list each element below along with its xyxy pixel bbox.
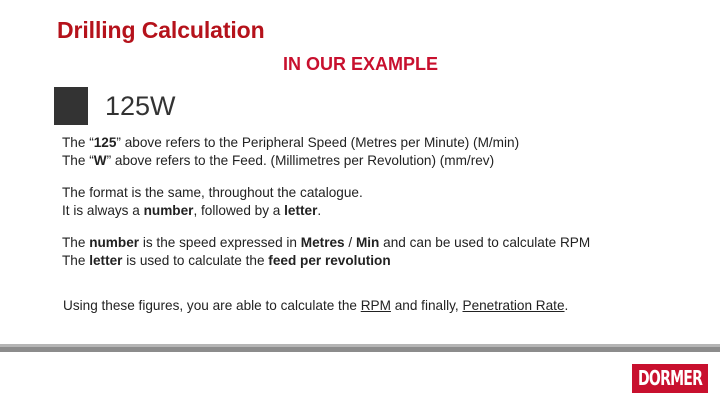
slide-subtitle: IN OUR EXAMPLE bbox=[283, 54, 439, 74]
text: is the speed expressed in bbox=[139, 235, 301, 250]
text: . bbox=[317, 203, 322, 218]
line-speed bbox=[62, 134, 519, 152]
bold-number: number bbox=[89, 235, 140, 250]
bold-number: 125 bbox=[93, 135, 117, 150]
bold-metres: Metres bbox=[300, 235, 345, 250]
dormer-logo bbox=[632, 364, 708, 393]
bold-number: number bbox=[143, 203, 194, 218]
line-format: The format is the same, throughout the catalogue. bbox=[62, 185, 363, 200]
text: , followed by a bbox=[193, 203, 285, 218]
paragraph-explanation bbox=[62, 234, 590, 270]
text: ” above refers to the Peripheral Speed (Metres per Minute) (M/min) bbox=[116, 135, 520, 150]
text: ” above refers to the Feed. (Millimetres per Revolution) (mm/rev) bbox=[106, 153, 495, 168]
line-number-speed bbox=[62, 234, 590, 252]
text: and finally, bbox=[390, 298, 463, 313]
bold-letter: letter bbox=[89, 253, 123, 268]
paragraph-code-meaning bbox=[62, 134, 519, 170]
line-always bbox=[62, 202, 363, 220]
paragraph-conclusion bbox=[63, 297, 568, 315]
paragraph-format bbox=[62, 184, 363, 220]
text: The “ bbox=[62, 135, 94, 150]
line-feed bbox=[62, 152, 519, 170]
bold-letter: letter bbox=[284, 203, 318, 218]
penetration-rate-link[interactable]: Penetration Rate bbox=[462, 298, 565, 313]
text: The bbox=[62, 253, 90, 268]
text: / bbox=[344, 235, 356, 250]
rpm-link[interactable]: RPM bbox=[360, 298, 391, 313]
bold-min: Min bbox=[355, 235, 380, 250]
text: is used to calculate the bbox=[122, 253, 269, 268]
bold-letter: W bbox=[93, 153, 107, 168]
example-code: 125W bbox=[105, 90, 176, 121]
line-letter-feed bbox=[62, 252, 590, 270]
text: The “ bbox=[62, 153, 94, 168]
text: and can be used to calculate RPM bbox=[379, 235, 591, 250]
text: . bbox=[564, 298, 569, 313]
logo-text: DORMER bbox=[637, 366, 703, 391]
footer-divider bbox=[0, 344, 720, 352]
square-bullet-icon bbox=[54, 87, 88, 125]
example-code-row bbox=[54, 86, 176, 126]
text: Using these figures, you are able to calculate the bbox=[63, 298, 361, 313]
text: The bbox=[62, 235, 90, 250]
slide-title: Drilling Calculation bbox=[57, 17, 265, 43]
text: It is always a bbox=[62, 203, 144, 218]
bold-feed-per-revolution: feed per revolution bbox=[268, 253, 391, 268]
